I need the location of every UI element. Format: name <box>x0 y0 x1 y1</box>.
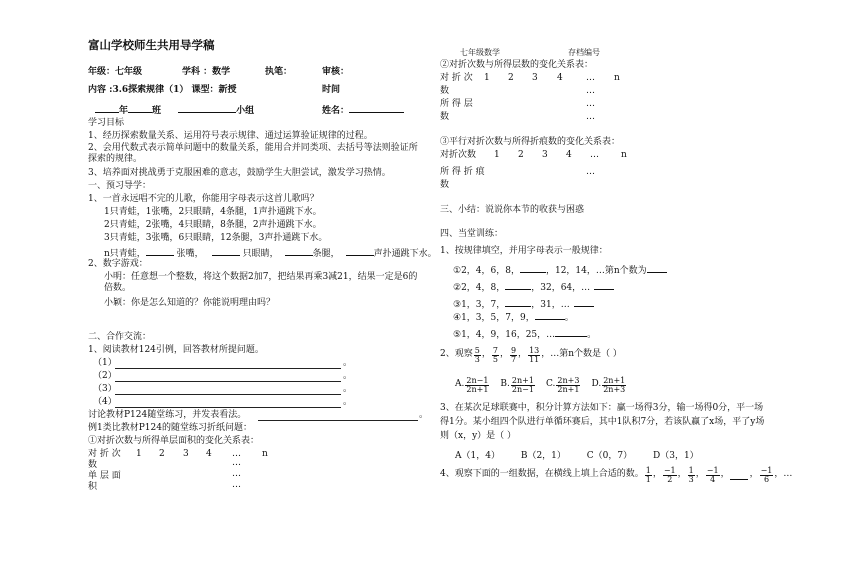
practice-q2: 2、观察 $\frac{5}{3}$ ， $\frac{7}{5}$ ， $\frac{9}{7}$ ， $\frac{13}{11}$ ， …第n个数是（ ） <box>440 345 622 364</box>
q1-item4-blank[interactable] <box>535 310 565 320</box>
table1-col-ellipsis: … <box>232 449 241 459</box>
coop-title: 二、合作交流： <box>88 332 152 342</box>
table3-header-label: 对折次数 <box>440 150 477 160</box>
discuss-text: 讨论教材P124随堂练习，并发表看法。 <box>88 410 247 420</box>
practice-q1-item-2: ②2，4，8， ，32，64，… <box>453 280 614 294</box>
preview-q1: 1、一首永远唱不完的儿歌，你能用字母表示这首儿歌吗？ <box>88 194 319 204</box>
song-line-3: 3只青蛙，3张嘴，6只眼睛，12条腿，3声扑通跳下水。 <box>104 233 328 243</box>
q1-item2-blank[interactable] <box>505 280 531 290</box>
game-title: 2、数字游戏： <box>88 259 148 269</box>
class-row: 年 班 小组 <box>95 103 254 117</box>
song-line-2: 2只青蛙，2张嘴，4只眼睛，8条腿，2声扑通跳下水。 <box>104 220 322 230</box>
header-archive-code: 存档编号 <box>568 48 600 57</box>
table1-col-3: 3 <box>183 449 189 459</box>
q1-item1-general-blank[interactable] <box>647 263 667 273</box>
table3-col-3: 3 <box>542 150 548 160</box>
coop-blank-3[interactable] <box>115 394 341 395</box>
q3-option-d[interactable]: D（3，1） <box>653 451 699 461</box>
table3-col-1: 1 <box>494 150 500 160</box>
table3-dots: … <box>586 167 595 177</box>
q4-fraction-4: $\frac{-1}{4}$ <box>706 465 719 484</box>
q2-option-c[interactable]: C. $\frac{2n+3}{2n+1}$ <box>545 375 580 394</box>
table2-col-4: 4 <box>557 73 563 83</box>
table1-dots-2: … <box>232 469 241 479</box>
coop-blank-4-period: 。 <box>343 397 353 407</box>
song-line-1: 1只青蛙，1张嘴，2只眼睛，4条腿，1声扑通跳下水。 <box>104 207 322 217</box>
table2-layers-label-cont: 数 <box>440 112 450 122</box>
table1-header-label: 对 折 次 <box>88 449 121 459</box>
worksheet-title: 富山学校师生共用导学稿 <box>88 38 215 52</box>
author-label: 执笔： <box>265 67 293 77</box>
table2-dots-3: … <box>586 112 595 122</box>
table2-col-2: 2 <box>508 73 514 83</box>
q2-option-b[interactable]: B. $\frac{2n+1}{2n-1}$ <box>500 375 534 394</box>
splash-blank[interactable] <box>346 246 374 256</box>
q4-fraction-3: $\frac{1}{3}$ <box>688 465 694 484</box>
table2-dots-1: … <box>586 86 595 96</box>
q4-fraction-2: $\frac{-1}{2}$ <box>663 465 676 484</box>
grade-label: 年级：七年级 <box>88 67 143 77</box>
table3-creases-label-cont: 数 <box>440 180 450 190</box>
coop-blank-2[interactable] <box>115 381 341 382</box>
table2-col-n: n <box>614 73 620 83</box>
q1-item1-blank[interactable] <box>520 263 546 273</box>
practice-q2-options <box>455 372 627 398</box>
q3-option-a[interactable]: A（1，4） <box>455 451 500 461</box>
objective-3: 3、培养面对挑战勇于克服困难的意志，鼓励学生大胆尝试，激发学习热情。 <box>88 168 391 178</box>
table1-col-n: n <box>262 449 268 459</box>
content-label: 内容 :3.6探索规律（1） 课型：新授 <box>88 85 237 95</box>
table3-col-n: n <box>621 150 627 160</box>
eyes-blank[interactable] <box>212 246 240 256</box>
practice-q1-item-5: ⑤1，4，9，16，25，… 。 <box>453 327 596 341</box>
table1-area-label: 单 层 面 <box>88 471 121 481</box>
q2-option-a[interactable]: A. $\frac{2n-1}{2n+1}$ <box>455 375 489 394</box>
q4-fraction-1: $\frac{1}{1}$ <box>645 465 651 484</box>
coop-blank-3-period: 。 <box>343 384 353 394</box>
practice-title: 四、当堂训练： <box>440 229 504 239</box>
table1-col-1: 1 <box>136 449 142 459</box>
coop-blank-3-label: （3） <box>93 384 117 394</box>
q1-item5-blank[interactable] <box>555 327 587 337</box>
objectives-title: 学习目标 <box>88 118 125 128</box>
q4-fraction-5: $\frac{-1}{6}$ <box>760 465 773 484</box>
header-grade-subject: 七年级数学 <box>460 48 500 57</box>
preview-title: 一、预习导学： <box>88 181 152 191</box>
game-xiaoming: 小明：任意想一个整数，将这个数据2加7，把结果再乘3减21，结果一定是6的倍数。 <box>104 272 418 294</box>
practice-q3: 3、在某次足球联赛中，积分计算方法如下：赢一场得3分，输一场得0分，平一场得1分。某小组四个队进行单循环赛后，其中1队积7分，若该队赢了x场，平了y场则（x，y）是（ ） <box>440 403 765 441</box>
q1-item2-general-blank[interactable] <box>594 280 614 290</box>
coop-q1: 1、阅读教材124引例，回答教材所提问题。 <box>88 345 264 355</box>
name-field: 姓名： <box>322 103 404 117</box>
coop-blank-1[interactable] <box>115 368 341 369</box>
practice-q1-item-3: ③1，3，7， ，31，… <box>453 297 594 311</box>
coop-blank-4-label: （4） <box>93 397 117 407</box>
table2-title: ②对折次数与所得层数的变化关系表： <box>440 60 594 70</box>
q3-option-c[interactable]: C（0，7） <box>586 451 633 461</box>
example-text: 例1类比教材P124的随堂练习折纸问题： <box>88 423 252 433</box>
q2-fraction-4: $\frac{13}{11}$ <box>529 345 540 364</box>
legs-blank[interactable] <box>285 246 313 256</box>
table3-col-ellipsis: … <box>590 150 599 160</box>
table1-dots-3: … <box>232 480 241 490</box>
group-blank[interactable] <box>178 103 236 113</box>
game-xiaoying: 小颖：你是怎么知道的？你能说明理由吗？ <box>104 298 276 308</box>
mouths-blank[interactable] <box>146 246 174 256</box>
coop-blank-1-label: （1） <box>93 358 117 368</box>
q4-answer-blank[interactable] <box>730 470 748 480</box>
practice-q3-options <box>455 451 699 462</box>
q1-item3-blank[interactable] <box>505 297 531 307</box>
time-label: 时间 <box>322 85 341 95</box>
table3-creases-label: 所 得 折 痕 <box>440 167 485 177</box>
table1-col-4: 4 <box>206 449 212 459</box>
discuss-blank[interactable] <box>258 420 418 421</box>
table1-area-label-cont: 积 <box>88 482 98 492</box>
table1-title: ①对折次数与所得单层面积的变化关系表： <box>88 436 260 446</box>
table1-col-2: 2 <box>159 449 165 459</box>
coop-blank-2-period: 。 <box>343 371 353 381</box>
class-blank[interactable] <box>128 103 152 113</box>
table2-dots-2: … <box>586 99 595 109</box>
song-line-n: n只青蛙， 张嘴， 只眼睛， 条腿， 声扑通跳下水。 <box>104 246 437 260</box>
table1-dots-1: … <box>232 458 241 468</box>
year-blank[interactable] <box>95 103 119 113</box>
practice-q1-item-4: ④1，3，5，7，9， 。 <box>453 310 574 324</box>
q2-fraction-2: $\frac{7}{5}$ <box>492 345 498 364</box>
q1-item3-general-blank[interactable] <box>574 297 594 307</box>
table2-col-3: 3 <box>532 73 538 83</box>
name-blank[interactable] <box>349 103 404 113</box>
coop-blank-1-period: 。 <box>343 358 353 368</box>
table3-col-2: 2 <box>518 150 524 160</box>
discuss-period: 。 <box>419 410 429 420</box>
table2-layers-label: 所 得 层 <box>440 99 473 109</box>
table1-header-label-cont: 数 <box>88 460 98 470</box>
table2-col-1: 1 <box>484 73 490 83</box>
coop-blank-4[interactable] <box>115 407 341 408</box>
table2-col-ellipsis: … <box>586 73 595 83</box>
objective-1: 1、经历探索数量关系、运用符号表示规律、通过运算验证规律的过程。 <box>88 131 373 141</box>
practice-q1-item-1: ①2，4，6，8， ，12，14，…第n个数为 <box>453 263 667 277</box>
practice-q4: 4、观察下面的一组数据，在横线上填上合适的数。 $\frac{1}{1}$ ， $\frac{-1}{2}$ ， $\frac{1}{3}$ ， $\frac{-1}{4}$ ， ， $\frac{-1}{6}$ ， … <box>440 465 793 484</box>
summary-text: 三、小结：说说你本节的收获与困惑 <box>440 205 585 215</box>
q3-option-b[interactable]: B（2，1） <box>520 451 566 461</box>
reviewer-label: 审核： <box>322 67 350 77</box>
table2-header-label-cont: 数 <box>440 86 450 96</box>
practice-q1: 1、按规律填空，并用字母表示一般规律： <box>440 246 608 256</box>
q2-fraction-1: $\frac{5}{3}$ <box>474 345 480 364</box>
table3-col-4: 4 <box>566 150 572 160</box>
coop-blank-2-label: （2） <box>93 371 117 381</box>
subject-label: 学科 ：数学 <box>182 67 231 77</box>
q2-fraction-3: $\frac{9}{7}$ <box>510 345 517 364</box>
objective-2: 2、会用代数式表示简单问题中的数量关系，能用合并同类项、去括号等法则验证所探索的规律。 <box>88 143 418 165</box>
table3-title: ③平行对折次数与所得折痕数的变化关系表： <box>440 137 621 147</box>
table2-header-label: 对 折 次 <box>440 73 473 83</box>
q2-option-d[interactable]: D. $\frac{2n+1}{2n+3}$ <box>591 375 626 394</box>
